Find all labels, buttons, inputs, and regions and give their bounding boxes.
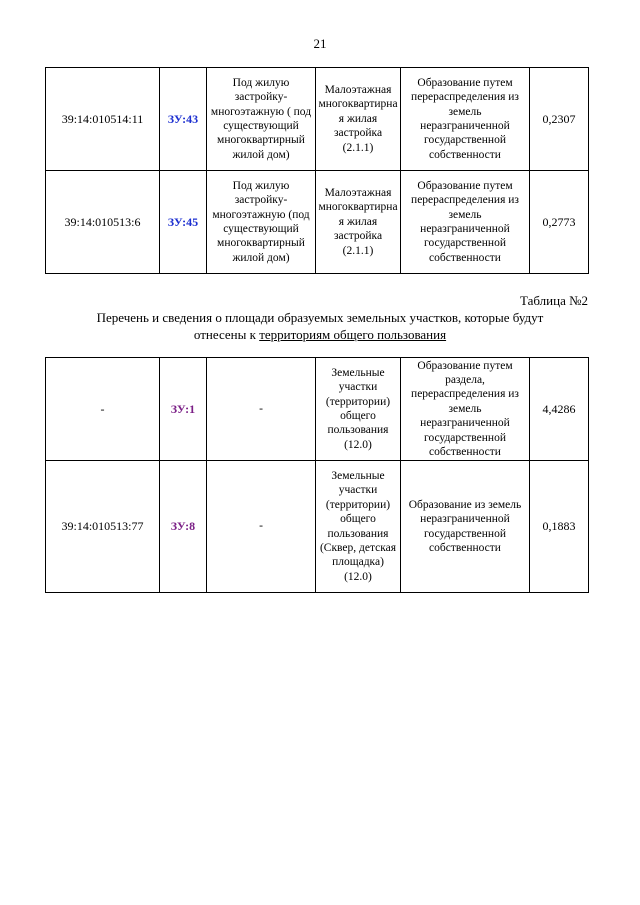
permitted-use: Под жилую застройку-многоэтажную ( под существующий многоквартирный жилой дом) — [207, 68, 316, 171]
table-row — [46, 68, 589, 171]
formation-method: Образование путем перераспределения из земель неразграниченной государственной собственности — [401, 171, 530, 274]
page-number: 21 — [313, 36, 327, 51]
plot-area: 0,2307 — [530, 68, 589, 171]
table-caption-title — [50, 309, 590, 343]
formation-method: Образование из земель неразграниченной государственной собственности — [401, 461, 530, 593]
permitted-use: - — [207, 461, 316, 593]
public-plots-table — [45, 357, 589, 593]
formation-method: Образование путем перераспределения из земель неразграниченной государственной собственности — [401, 68, 530, 171]
table-row — [46, 358, 589, 461]
plot-area: 4,4286 — [530, 358, 589, 461]
table-caption-label: Таблица №2 — [519, 293, 588, 308]
table-row — [46, 171, 589, 274]
plot-designation: ЗУ:8 — [160, 461, 207, 593]
plot-designation: ЗУ:1 — [160, 358, 207, 461]
plot-designation: ЗУ:43 — [160, 68, 207, 171]
cadastral-number: - — [46, 358, 160, 461]
use-type: Малоэтажная многоквартирная жилая застройка (2.1.1) — [316, 171, 401, 274]
plot-area: 0,1883 — [530, 461, 589, 593]
cadastral-number: 39:14:010513:77 — [46, 461, 160, 593]
plot-area: 0,2773 — [530, 171, 589, 274]
caption-title-prefix: отнесены к — [193, 327, 260, 342]
use-type: Малоэтажная многоквартирная жилая застройка (2.1.1) — [316, 68, 401, 171]
cadastral-number: 39:14:010514:11 — [46, 68, 160, 171]
formation-method: Образование путем раздела, перераспределения из земель неразграниченной государственной собственности — [401, 358, 530, 461]
permitted-use: - — [207, 358, 316, 461]
caption-title-line — [50, 326, 590, 343]
table-row — [46, 461, 589, 593]
plot-designation: ЗУ:45 — [160, 171, 207, 274]
permitted-use: Под жилую застройку-многоэтажную (под существующий многоквартирный жилой дом) — [207, 171, 316, 274]
land-plots-table — [45, 67, 589, 274]
cadastral-number: 39:14:010513:6 — [46, 171, 160, 274]
use-type: Земельные участки (территории) общего пользования (12.0) — [316, 358, 401, 461]
caption-title-underlined: территориям общего пользования — [259, 327, 447, 342]
caption-title-line: Перечень и сведения о площади образуемых земельных участков, которые будут — [96, 310, 544, 325]
use-type: Земельные участки (территории) общего пользования (Сквер, детская площадка) (12.0) — [316, 461, 401, 593]
